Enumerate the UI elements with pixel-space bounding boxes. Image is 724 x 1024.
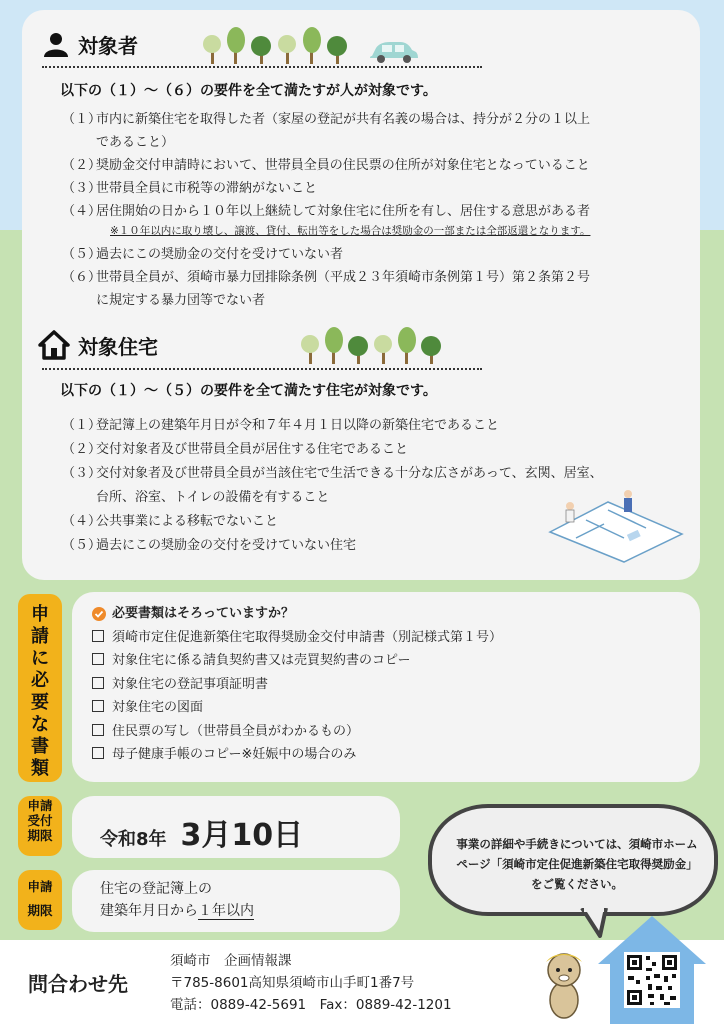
divider	[42, 66, 482, 68]
list-item: （５） 過去にこの奨励金の交付を受けていない者	[62, 247, 344, 262]
car-icon	[368, 38, 420, 66]
required-docs-panel	[72, 592, 700, 782]
section1-list	[62, 108, 692, 312]
doc-item[interactable]: 対象住宅に係る請負契約書又は売買契約書のコピー	[92, 649, 502, 673]
contact-title: 問合わせ先	[28, 972, 128, 996]
checkbox[interactable]	[92, 724, 104, 736]
section-target-person-heading	[42, 30, 138, 59]
deadline-label: 申請受付期限	[18, 796, 62, 856]
doc-item[interactable]: 対象住宅の図面	[92, 696, 502, 720]
deadline-box	[72, 796, 400, 858]
list-item: （５） 過去にこの奨励金の交付を受けていない住宅	[62, 538, 357, 553]
contact-phone: 電話：0889-42-5691 Fax：0889-42-1201	[170, 997, 452, 1013]
contact-address: 〒785-8601高知県須崎市山手町1番7号	[170, 975, 415, 991]
check-circle-icon	[92, 607, 106, 621]
section-title: 対象住宅	[78, 334, 158, 359]
required-docs-label: 申請に必要な書類	[18, 594, 62, 782]
list-item-cont: に規定する暴力団等でない者	[96, 293, 266, 308]
doc-item[interactable]: 須崎市定住促進新築住宅取得奨励金交付申請書（別記様式第１号）	[92, 626, 502, 650]
list-item-cont: であること）	[96, 135, 175, 150]
doc-item[interactable]: 対象住宅の登記事項証明書	[92, 673, 502, 697]
list-item: （３） 世帯員全員に市税等の滞納がないこと	[62, 181, 318, 196]
docs-checklist	[92, 602, 502, 767]
website-bubble	[428, 804, 718, 916]
contact-details	[170, 950, 452, 1016]
deadline-day: 3月10日	[180, 818, 304, 853]
checkbox[interactable]	[92, 700, 104, 712]
house-icon	[38, 330, 70, 360]
section1-lead: 以下の（１）～（６）の要件を全て満たすが人が対象です。	[60, 83, 437, 99]
list-item: （２） 交付対象者及び世帯員全員が居住する住宅であること	[62, 442, 409, 457]
period-label: 申請期限	[18, 870, 62, 930]
period-box	[72, 870, 400, 932]
floorplan-illustration	[546, 488, 686, 564]
checkbox[interactable]	[92, 653, 104, 665]
mascot-illustration	[536, 944, 592, 1022]
checkbox[interactable]	[92, 677, 104, 689]
deadline-date	[100, 810, 303, 854]
checkbox[interactable]	[92, 630, 104, 642]
section2-lead: 以下の（１）～（５）の要件を全て満たす住宅が対象です。	[60, 383, 437, 399]
contact-dept: 須崎市 企画情報課	[170, 953, 292, 969]
period-text: 住宅の登記簿上の 建築年月日から１年以内	[100, 881, 254, 919]
deadline-era: 令和8年	[100, 829, 167, 850]
refund-note: ※１０年以内に取り壊し、譲渡、貸付、転出等をした場合は奨励金の一部または全部返還となります。	[110, 225, 591, 237]
section-title: 対象者	[78, 34, 138, 58]
list-item: （３） 交付対象者及び世帯員全員が当該住宅で生活できる十分な広さがあって、玄関、居室、	[62, 466, 603, 481]
list-item: （２） 奨励金交付申請時において、世帯員全員の住民票の住所が対象住宅となっていること	[62, 158, 590, 173]
trees-illustration	[200, 26, 360, 66]
qr-code[interactable]	[624, 952, 680, 1008]
section-target-house-heading	[38, 330, 158, 360]
doc-item[interactable]: 住民票の写し（世帯員全員がわかるもの）	[92, 720, 502, 744]
list-item: （４） 公共事業による移転でないこと	[62, 514, 279, 529]
docs-header: 必要書類はそろっていますか？	[92, 602, 502, 626]
divider	[42, 368, 482, 370]
doc-item[interactable]: 母子健康手帳のコピー※妊娠中の場合のみ	[92, 743, 502, 767]
period-emphasis: １年以内	[198, 903, 254, 919]
list-item: （１） 市内に新築住宅を取得した者（家屋の登記が共有名義の場合は、持分が２分の１以上	[62, 112, 591, 127]
checkbox[interactable]	[92, 747, 104, 759]
person-icon	[42, 32, 70, 58]
list-item: （４） 居住開始の日から１０年以上継続して対象住宅に住所を有し、居住する意思がある者	[62, 204, 591, 219]
list-item: （１） 登記簿上の建築年月日が令和７年４月１日以降の新築住宅であること	[62, 418, 500, 433]
contact-footer	[0, 940, 724, 1024]
list-item: （６） 世帯員全員が、須崎市暴力団排除条例（平成２３年須崎市条例第１号）第２条第２号	[62, 270, 591, 285]
list-item-cont: 台所、浴室、トイレの設備を有すること	[96, 490, 330, 505]
trees-illustration	[298, 326, 448, 366]
bubble-text: 事業の詳細や手続きについては、須崎市ホームページ「須崎市定住促進新築住宅取得奨励金」をご覧ください。	[456, 837, 698, 891]
